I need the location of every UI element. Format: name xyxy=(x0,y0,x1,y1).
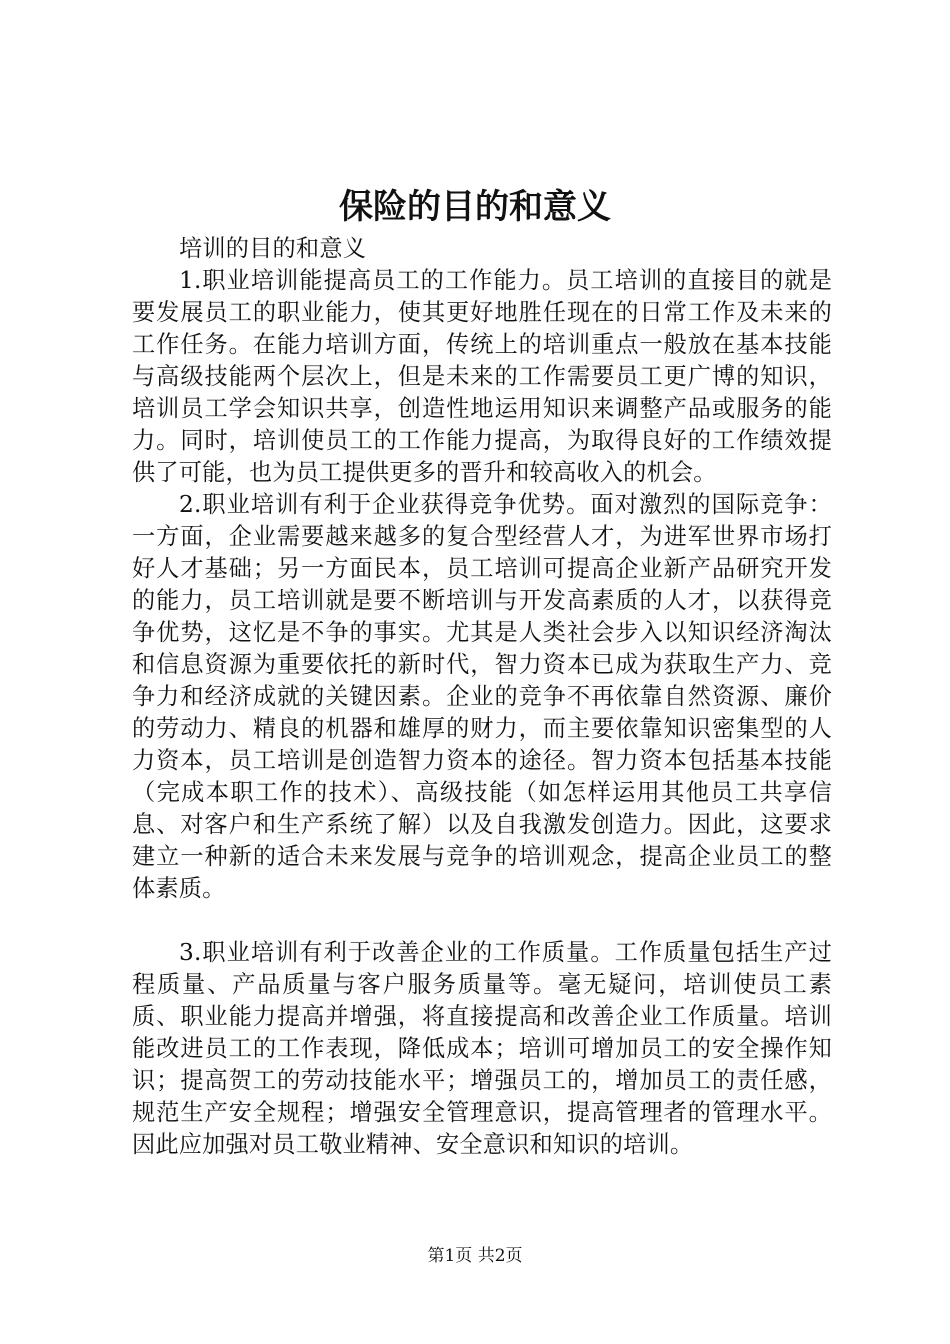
paragraph-3: 3.职业培训有利于改善企业的工作质量。工作质量包括生产过程质量、产品质量与客户服务质量等。毫无疑问，培训使员工素质、职业能力提高并增强，将直接提高和改善企业工作质量。培训能改进员工的工作表现，降低成本；培训可增加员工的安全操作知识；提高贺工的劳动技能水平；增强员工的，增加员工的责任感，规范生产安全规程；增强安全管理意识，提高管理者的管理水平。因此应加强对员工敬业精神、安全意识和知识的培训。 xyxy=(132,939,832,1158)
subtitle-paragraph: 培训的目的和意义 xyxy=(179,235,367,262)
paragraph-1: 1.职业培训能提高员工的工作能力。员工培训的直接目的就是要发展员工的职业能力，使其更好地胜任现在的日常工作及未来的工作任务。在能力培训方面，传统上的培训重点一般放在基本技能与高级技能两个层次上，但是未来的工作需要员工更广博的知识，培训员工学会知识共享，创造性地运用知识来调整产品或服务的能力。同时，培训使员工的工作能力提高，为取得良好的工作绩效提供了可能，也为员工提供更多的晋升和较高收入的机会。 xyxy=(132,267,832,486)
paragraph-2: 2.职业培训有利于企业获得竞争优势。面对激烈的国际竞争：一方面，企业需要越来越多的复合型经营人才，为进军世界市场打好人才基础；另一方面民本，员工培训可提高企业新产品研究开发的能力，员工培训就是要不断培训与开发高素质的人才，以获得竞争优势，这忆是不争的事实。尤其是人类社会步入以知识经济淘汰和信息资源为重要依托的新时代，智力资本已成为获取生产力、竞争力和经济成就的关键因素。企业的竞争不再依靠自然资源、廉价的劳动力、精良的机器和雄厚的财力，而主要依靠知识密集型的人力资本，员工培训是创造智力资本的途径。智力资本包括基本技能（完成本职工作的技术）、高级技能（如怎样运用其他员工共享信息、对客户和生产系统了解）以及自我激发创造力。因此，这要求建立一种新的适合未来发展与竞争的培训观念，提高企业员工的整体素质。 xyxy=(132,491,832,902)
document-body xyxy=(132,233,832,1161)
document-title: 保险的目的和意义 xyxy=(339,187,611,227)
page-footer: 第1页 共2页 xyxy=(427,1246,523,1266)
